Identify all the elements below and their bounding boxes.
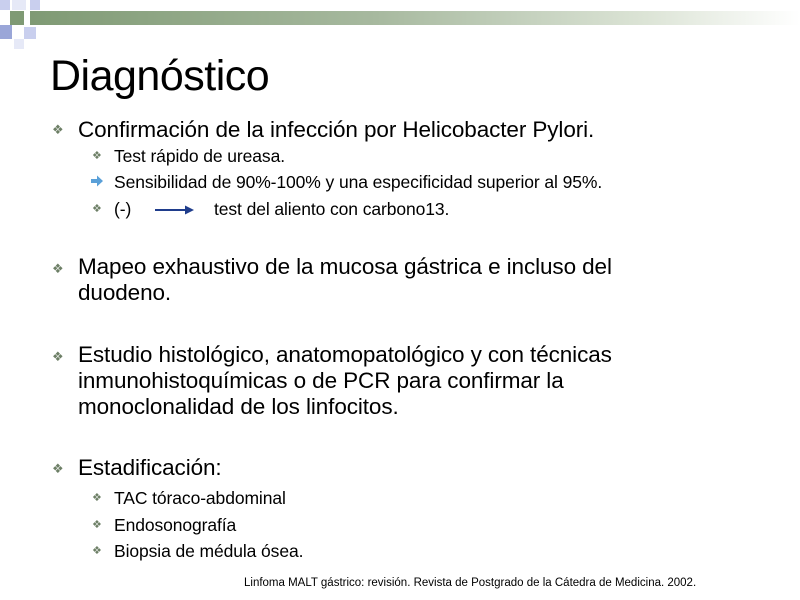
bullet-text-line: monoclonalidad de los linfocitos. [78,394,399,419]
bullet-text-line: duodeno. [78,280,172,305]
deco-square [12,0,26,10]
sub-bullet-text: test del aliento con carbono13. [214,199,450,219]
diamond-bullet-icon: ❖ [92,150,102,162]
deco-square [30,0,40,10]
diamond-bullet-icon: ❖ [92,492,102,504]
diamond-bullet-icon: ❖ [52,461,64,476]
bullet-text: Confirmación de la infección por Helicobacter Pylori. [78,117,595,142]
diamond-bullet-icon: ❖ [92,203,102,215]
sub-bullet-text: Biopsia de médula ósea. [114,541,304,561]
diamond-bullet-icon: ❖ [52,122,64,137]
sub-bullet-text: Endosonografía [114,515,237,535]
deco-square [0,0,10,10]
sub-bullet-text: TAC tóraco-abdominal [114,488,286,508]
deco-square [14,39,24,49]
slide-title: Diagnóstico [50,52,270,100]
deco-square [0,25,12,39]
bullet-text-line: inmunohistoquímicas o de PCR para confirmar la [78,368,564,393]
sub-bullet-prefix: (-) [114,199,132,219]
citation: Linfoma MALT gástrico: revisión. Revista de Postgrado de la Cátedra de Medicina. 2002. [244,577,697,589]
header-gradient-bar [30,11,800,25]
sub-bullet-text: Sensibilidad de 90%-100% y una especificidad superior al 95%. [114,172,603,192]
diamond-bullet-icon: ❖ [92,545,102,557]
deco-square [10,11,24,25]
diamond-bullet-icon: ❖ [52,261,64,276]
bullet-text-line: Estudio histológico, anatomopatológico y con técnicas [78,342,612,367]
bullet-text-line: Mapeo exhaustivo de la mucosa gástrica e incluso del [78,254,612,279]
sub-bullet-text: Test rápido de ureasa. [114,146,285,166]
arrow-bullet-icon [90,174,104,193]
bullet-text: Estadificación: [78,455,222,480]
deco-square [24,27,36,39]
header-decoration [0,0,800,50]
diamond-bullet-icon: ❖ [52,349,64,364]
right-arrow-icon [155,203,195,221]
diamond-bullet-icon: ❖ [92,519,102,531]
